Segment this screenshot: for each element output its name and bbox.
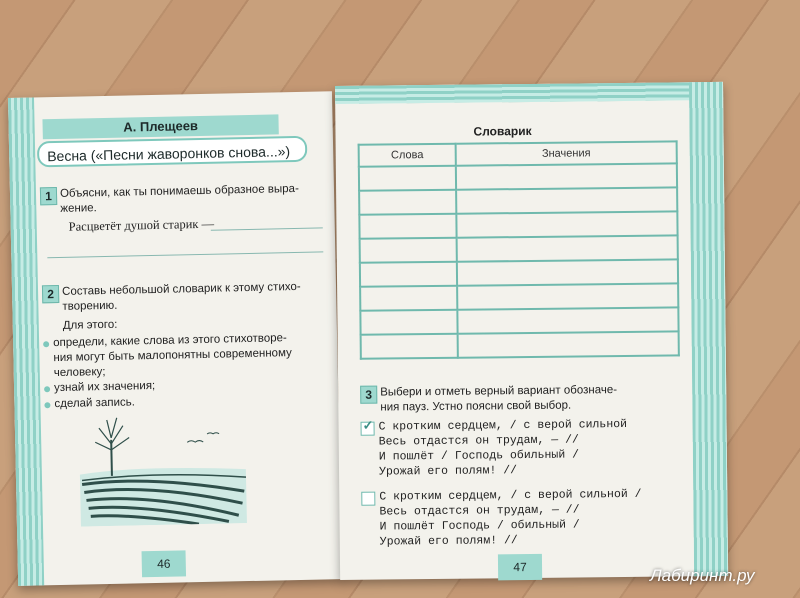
task-3-line-2: ния пауз. Устно поясни свой выбор. <box>380 399 572 414</box>
task-2-line-2: творению. <box>62 299 118 313</box>
meaning-cell[interactable] <box>456 211 677 237</box>
task-1-number: 1 <box>40 187 57 205</box>
dictionary-table <box>358 140 680 359</box>
task-1-line-1: Объясни, как ты понимаешь образное выра- <box>59 182 299 200</box>
table-row <box>361 331 679 358</box>
right-page-stripe <box>689 82 728 576</box>
bullet-1-line-3: человеку; <box>53 366 106 380</box>
page-number: 47 <box>498 554 542 580</box>
top-stripe <box>335 82 723 104</box>
word-cell[interactable] <box>359 214 456 239</box>
meaning-cell[interactable] <box>457 235 678 261</box>
option-2-line-2: Весь отдастся он трудам, — // <box>379 503 580 519</box>
task-1-phrase: Расцветёт душой старик — <box>68 216 215 234</box>
table-row <box>359 187 677 214</box>
word-cell[interactable] <box>360 286 457 311</box>
answer-line <box>211 227 323 230</box>
task-3-number: 3 <box>360 386 377 404</box>
meaning-cell[interactable] <box>456 187 677 213</box>
word-cell[interactable] <box>359 190 456 215</box>
table-row <box>360 259 678 286</box>
bullet-2: узнай их значения; <box>53 379 156 395</box>
bullet-icon <box>44 386 50 392</box>
table-row <box>360 283 678 310</box>
author-name: А. Плещеев <box>42 114 278 139</box>
meaning-cell[interactable] <box>458 331 679 357</box>
bullet-icon <box>43 341 49 347</box>
watermark-logo: Лабиринт.ру <box>650 566 755 585</box>
meaning-cell[interactable] <box>457 307 678 333</box>
bullet-1-line-2: ния могут быть малопонятны современному <box>53 347 292 365</box>
meaning-cell[interactable] <box>456 163 677 189</box>
column-header-words: Слова <box>359 144 456 167</box>
task-2-number: 2 <box>42 285 59 303</box>
task-2-line-1: Составь небольшой словарик к этому стихо- <box>61 280 301 298</box>
table-row <box>359 211 677 238</box>
option-2-line-3: И пошлёт Господь / обильный / <box>379 518 580 534</box>
table-row <box>360 307 678 334</box>
word-cell[interactable] <box>360 310 457 335</box>
table-row <box>360 235 678 262</box>
bullet-1-line-1: определи, какие слова из этого стихотворе- <box>53 332 287 350</box>
word-cell[interactable] <box>361 334 458 359</box>
landscape-illustration <box>77 411 249 527</box>
task-3-line-1: Выбери и отметь верный вариант обозначе- <box>380 384 618 399</box>
task-1-line-2: жение. <box>60 202 97 215</box>
option-1-line-1: С кротким сердцем, / с верой сильной <box>378 417 628 434</box>
task-2-for-this: Для этого: <box>62 318 118 332</box>
answer-line <box>47 251 323 258</box>
page-number: 46 <box>142 550 187 577</box>
dictionary-title: Словарик <box>473 123 532 139</box>
checkmark-icon: ✓ <box>362 417 374 433</box>
option-1-line-3: И пошлёт / Господь обильный / <box>378 448 580 464</box>
poem-title: Весна («Песни жаворонков снова...») <box>37 136 307 168</box>
option-1-line-2: Весь отдастся он трудам, — // <box>378 433 579 449</box>
option-1-checkbox[interactable] <box>361 417 375 436</box>
column-header-meanings: Значения <box>456 141 677 165</box>
left-page <box>8 91 342 586</box>
option-1-line-4: Урожай его полям! // <box>378 464 518 479</box>
right-page <box>335 82 728 580</box>
bullet-3: сделай запись. <box>54 396 135 411</box>
meaning-cell[interactable] <box>457 259 678 285</box>
word-cell[interactable] <box>359 166 456 191</box>
option-2-checkbox[interactable] <box>361 492 375 506</box>
meaning-cell[interactable] <box>457 283 678 309</box>
word-cell[interactable] <box>360 238 457 263</box>
option-2-line-1: С кротким сердцем, / с верой сильной / <box>379 487 642 504</box>
option-2-line-4: Урожай его полям! // <box>379 534 518 549</box>
table-row <box>359 163 677 190</box>
word-cell[interactable] <box>360 262 457 287</box>
bullet-icon <box>44 402 50 408</box>
